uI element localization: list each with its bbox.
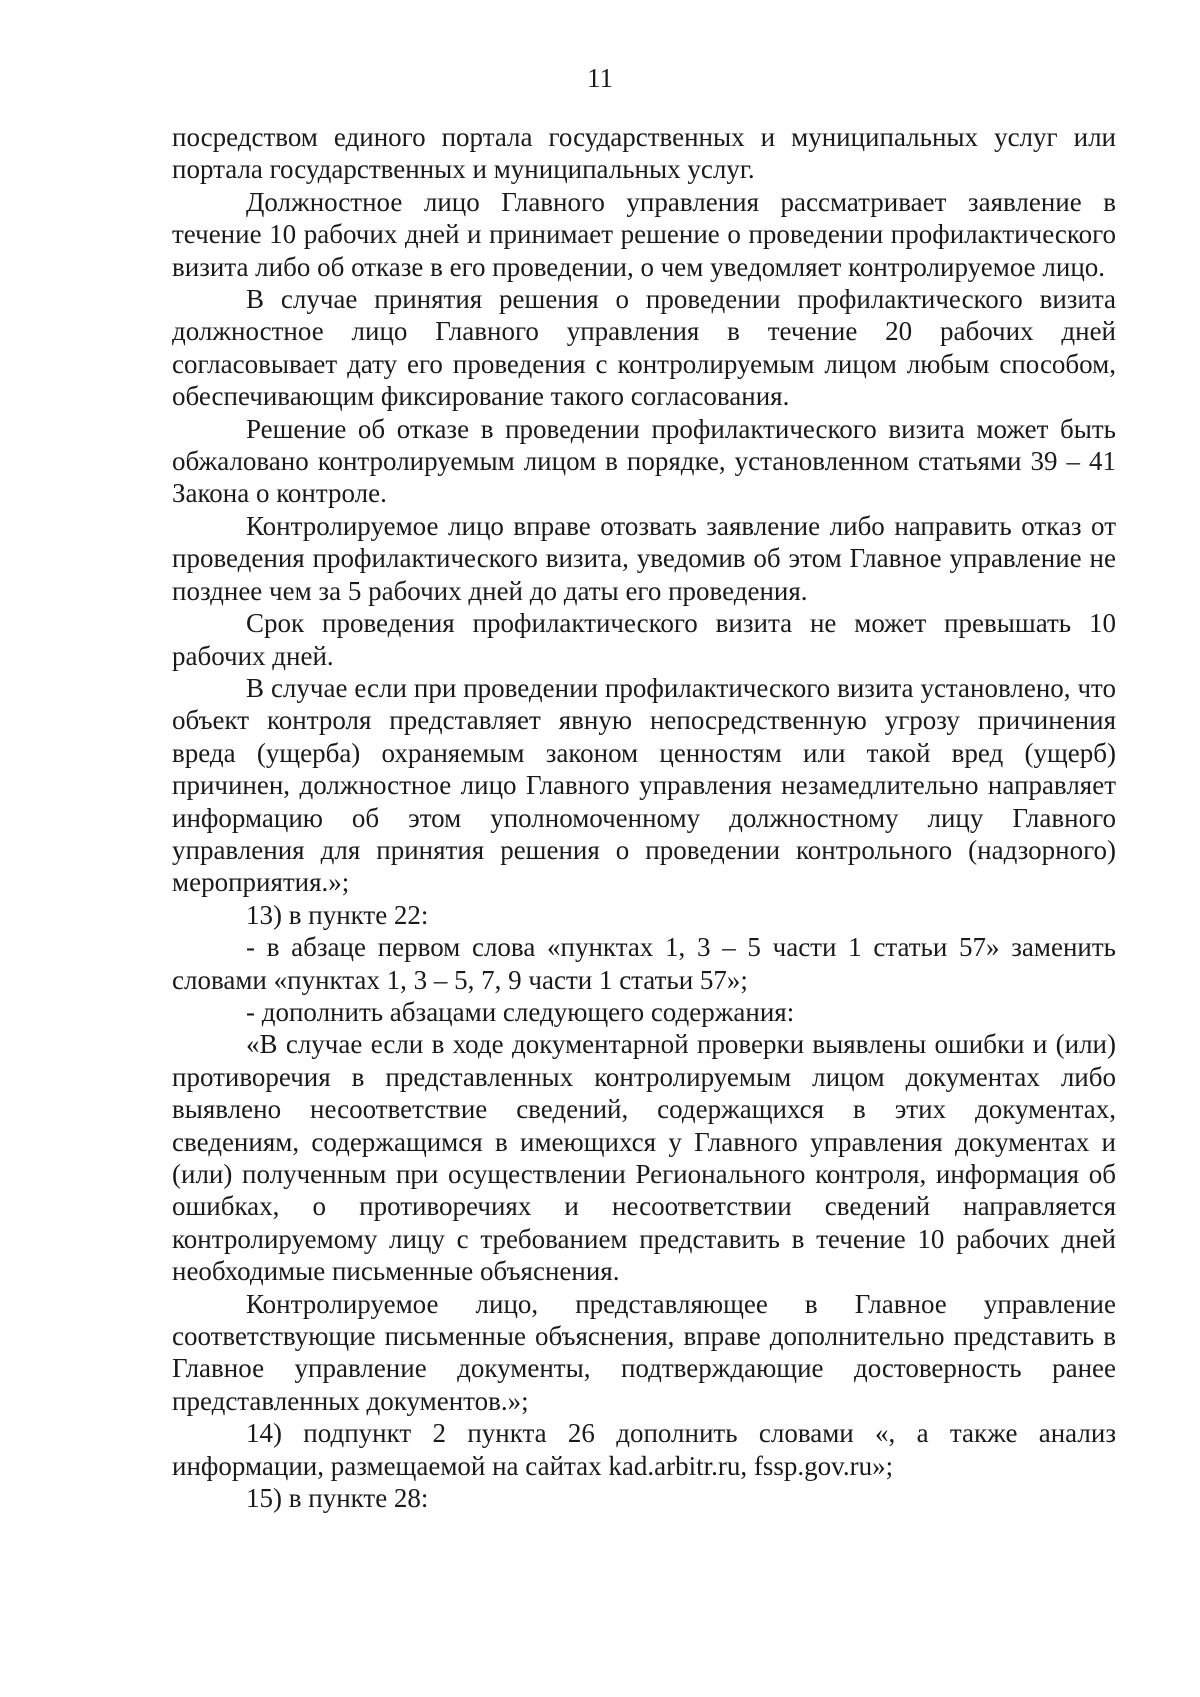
paragraph-withdrawal: Контролируемое лицо вправе отозвать заявление либо направить отказ от проведения профилактического визита, уведомив об этом Главное управление не позднее чем за 5 рабочих дней до даты его проведения. <box>172 510 1116 606</box>
paragraph-item-13-replace: - в абзаце первом слова «пунктах 1, 3 – 5 части 1 статьи 57» заменить словами «пунктах 1, 3 – 5, 7, 9 части 1 статьи 57»; <box>172 932 1116 995</box>
paragraph-errors: «В случае если в ходе документарной проверки выявлены ошибки и (или) противоречия в представленных контролируемым лицом документах либо выявлено несоответствие сведений, содержащихся в этих документах, сведениям, содержащимся в имеющихся у Главного управления документах и (или) полученным при осуществлении Регионального контроля, информация об ошибках, о противоречиях и несоответствии сведений направляется контролируемому лицу с требованием представить в течение 10 рабочих дней необходимые письменные объяснения. <box>172 1029 1116 1287</box>
paragraph-appeal: Решение об отказе в проведении профилактического визита может быть обжаловано контролируемым лицом в порядке, установленном статьями 39 – 41 Закона о контроле. <box>172 413 1116 509</box>
paragraph-item-13-add: - дополнить абзацами следующего содержания: <box>246 996 795 1027</box>
paragraph-threat: В случае если при проведении профилактического визита установлено, что объект контроля представляет явную непосредственную угрозу причинения вреда (ущерба) охраняемым законом ценностям или такой вред (ущерб) причинен, должностное лицо Главного управления незамедлительно направляет информацию об этом уполномоченному должностному лицу Главного управления для принятия решения о проведении контрольного (надзорного) мероприятия.»; <box>172 672 1116 898</box>
paragraph-review-term: Должностное лицо Главного управления рассматривает заявление в течение 10 рабочих дней и принимает решение о проведении профилактического визита либо об отказе в его проведении, о чем уведомляет контролируемое лицо. <box>172 186 1116 282</box>
paragraph-item-13: 13) в пункте 22: <box>246 899 429 930</box>
paragraph-visit-date: В случае принятия решения о проведении профилактического визита должностное лицо Главного управления в течение 20 рабочих дней согласовывает дату его проведения с контролируемым лицом любым способом, обеспечивающим фиксирование такого согласования. <box>172 284 1116 412</box>
page-number: 11 <box>587 63 613 93</box>
paragraph-explanations: Контролируемое лицо, представляющее в Главное управление соответствующие письменные объяснения, вправе дополнительно представить в Главное управление документы, подтверждающие достоверность ранее представленных документов.»; <box>172 1288 1116 1416</box>
document-body <box>172 121 1116 1514</box>
paragraph-visit-duration: Срок проведения профилактического визита не может превышать 10 рабочих дней. <box>172 608 1116 671</box>
paragraph-item-14: 14) подпункт 2 пункта 26 дополнить словами «, а также анализ информации, размещаемой на сайтах kad.arbitr.ru, fssp.gov.ru»; <box>172 1418 1116 1481</box>
paragraph-item-15: 15) в пункте 28: <box>246 1483 429 1514</box>
paragraph-continuation: посредством единого портала государственных и муниципальных услуг или портала государственных и муниципальных услуг. <box>172 122 1116 185</box>
